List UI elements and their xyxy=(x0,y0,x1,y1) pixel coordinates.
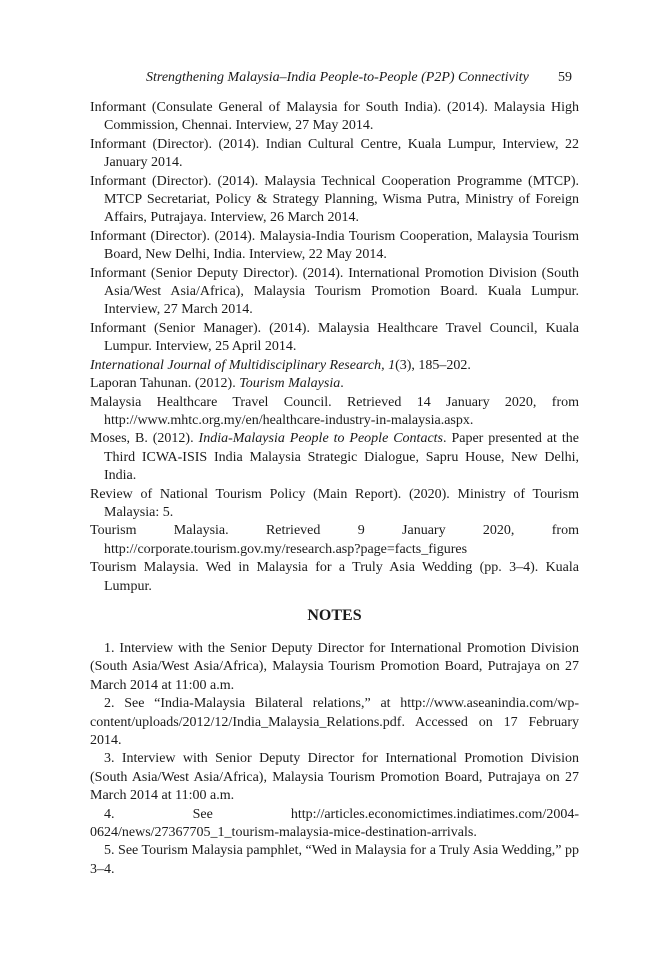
reference-entry: Review of National Tourism Policy (Main Report). (2020). Ministry of Tourism Malaysia: 5. xyxy=(90,486,579,520)
page-number: 59 xyxy=(558,70,572,85)
reference-entry: Informant (Director). (2014). Indian Cultural Centre, Kuala Lumpur, Interview, 22 January 2014. xyxy=(90,136,579,171)
reference-list xyxy=(90,99,579,596)
notes-list xyxy=(90,640,579,879)
reference-entry: Informant (Senior Manager). (2014). Malaysia Healthcare Travel Council, Kuala Lumpur. Interview, 25 April 2014. xyxy=(90,320,579,355)
reference-entry: International Journal of Multidisciplinary Research, 1(3), 185–202. xyxy=(90,357,471,373)
reference-entry: Tourism Malaysia. Wed in Malaysia for a Truly Asia Wedding (pp. 3–4). Kuala Lumpur. xyxy=(90,560,579,594)
reference-entry: Laporan Tahunan. (2012). Tourism Malaysia. xyxy=(90,376,344,392)
notes-heading: NOTES xyxy=(307,607,362,624)
note-item: 2. See “India-Malaysia Bilateral relations,” at http://www.aseanindia.com/wp-content/uploads/2012/12/India_Malaysia_Relations.pdf. Accessed on 17 February 2014. xyxy=(90,696,579,749)
note-item: 5. See Tourism Malaysia pamphlet, “Wed in Malaysia for a Truly Asia Wedding,” pp 3–4. xyxy=(90,843,579,877)
note-item: 4. See http://articles.economictimes.indiatimes.com/2004-0624/news/27367705_1_tourism-malaysia-mice-destination-arrivals. xyxy=(90,806,579,841)
page-header xyxy=(90,68,580,88)
reference-entry: Informant (Senior Deputy Director). (2014). International Promotion Division (South Asia/West Asia/Africa), Malaysia Tourism Promotion Board. Kuala Lumpur. Interview, 27 March 2014. xyxy=(90,265,579,318)
reference-entry: Informant (Consulate General of Malaysia for South India). (2014). Malaysia High Commission, Chennai. Interview, 27 May 2014. xyxy=(90,100,579,134)
running-title: Strengthening Malaysia–India People-to-People (P2P) Connectivity xyxy=(146,70,529,85)
note-item: 1. Interview with the Senior Deputy Director for International Promotion Division (South Asia/West Asia/Africa), Malaysia Tourism Promotion Board, Putrajaya on 27 March 2014 at 11:00 a.m. xyxy=(90,641,579,693)
reference-entry: Malaysia Healthcare Travel Council. Retrieved 14 January 2020, from http://www.mhtc.org.my/en/healthcare-industry-in-malaysia.aspx. xyxy=(90,394,579,428)
reference-entry: Moses, B. (2012). India-Malaysia People to People Contacts. Paper presented at the Third ICWA-ISIS India Malaysia Strategic Dialogue, Sapru House, New Delhi, India. xyxy=(90,431,579,484)
reference-entry: Tourism Malaysia. Retrieved 9 January 2020, from http://corporate.tourism.gov.my/research.asp?page=facts_figures xyxy=(90,523,579,557)
reference-entry: Informant (Director). (2014). Malaysia Technical Cooperation Programme (MTCP). MTCP Secretariat, Policy & Strategy Planning, Wisma Putra, Ministry of Foreign Affairs, Putrajaya. Interview, 26 March 2014. xyxy=(90,173,579,226)
reference-entry: Informant (Director). (2014). Malaysia-India Tourism Cooperation, Malaysia Tourism Board, New Delhi, India. Interview, 22 May 2014. xyxy=(90,228,579,263)
note-item: 3. Interview with Senior Deputy Director for International Promotion Division (South Asia/West Asia/Africa), Malaysia Tourism Promotion Board, Putrajaya on 27 March 2014 at 11:00 a.m. xyxy=(90,751,579,804)
